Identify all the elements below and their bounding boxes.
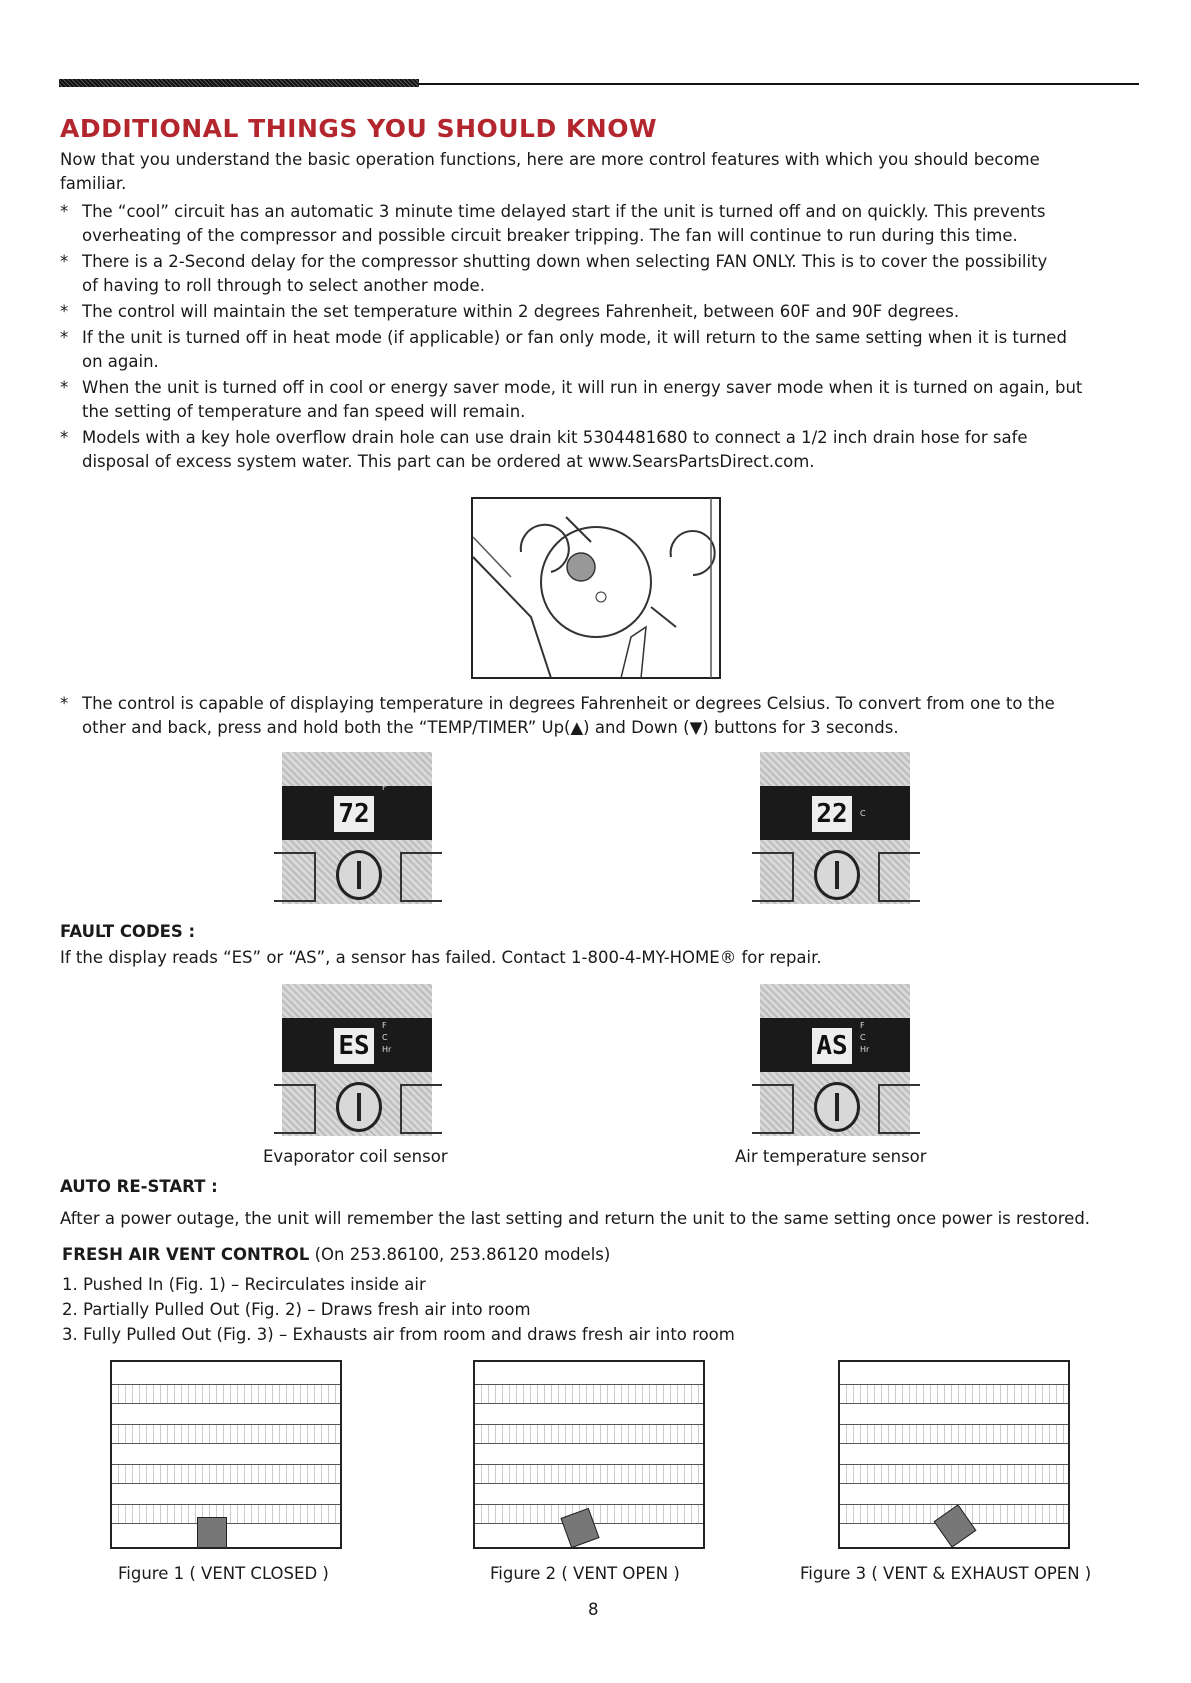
vent-slat — [840, 1424, 1068, 1444]
bullet-star: * — [60, 302, 69, 321]
vent-title-note: (On 253.86100, 253.86120 models) — [314, 1245, 611, 1264]
bullet-6 — [60, 426, 1028, 474]
display-reading: AS — [812, 1028, 852, 1064]
caption-evaporator: Evaporator coil sensor — [263, 1147, 448, 1166]
vent-slat — [112, 1384, 340, 1404]
bullet-4 — [60, 326, 1067, 374]
left-button — [274, 852, 316, 902]
bullet-3 — [60, 300, 960, 324]
figure-2-caption: Figure 2 ( VENT OPEN ) — [490, 1564, 680, 1583]
bullet-2 — [60, 250, 1048, 298]
page-number: 8 — [588, 1600, 599, 1619]
intro-line-1: Now that you understand the basic operation functions, here are more control features with which you should become — [60, 150, 1040, 169]
unit-c: C — [860, 1033, 866, 1042]
figure-3-caption: Figure 3 ( VENT & EXHAUST OPEN ) — [800, 1564, 1092, 1583]
page-heading: ADDITIONAL THINGS YOU SHOULD KNOW — [60, 114, 658, 143]
right-button — [400, 1084, 442, 1134]
vent-slat — [840, 1464, 1068, 1484]
left-button — [752, 1084, 794, 1134]
bullet-star: * — [60, 378, 69, 397]
bullet-1-line-1: The “cool” circuit has an automatic 3 minute time delayed start if the unit is turned off and on quickly. This prevents — [82, 202, 1046, 221]
vent-item-2: 2. Partially Pulled Out (Fig. 2) – Draws fresh air into room — [62, 1300, 531, 1319]
vent-slat — [475, 1424, 703, 1444]
display-units — [382, 1020, 391, 1056]
intro-line-2: familiar. — [60, 174, 127, 193]
display-reading: 22 — [812, 796, 852, 832]
right-button — [400, 852, 442, 902]
caption-air-temp: Air temperature sensor — [735, 1147, 927, 1166]
display-reading: 72 — [334, 796, 374, 832]
bullet-6-line-2: disposal of excess system water. This part can be ordered at www.SearsPartsDirect.com. — [82, 452, 815, 471]
display-panel-celsius — [760, 752, 910, 904]
vent-slat — [112, 1424, 340, 1444]
display-reading: ES — [334, 1028, 374, 1064]
bullet-6-line-1: Models with a key hole overflow drain hole can use drain kit 5304481680 to connect a 1/2 inch drain hose for safe — [82, 428, 1028, 447]
bullet-convert-line-1: The control is capable of displaying temperature in degrees Fahrenheit or degrees Celsius. To convert from one to the — [82, 694, 1055, 713]
header-rule-dark — [59, 79, 419, 87]
auto-restart-text: After a power outage, the unit will remember the last setting and return the unit to the same setting once power is restored. — [60, 1209, 1091, 1228]
right-button — [878, 1084, 920, 1134]
display-unit: C — [860, 809, 866, 818]
bullet-5-line-2: the setting of temperature and fan speed will remain. — [82, 402, 526, 421]
bullet-star: * — [60, 694, 69, 713]
left-button — [752, 852, 794, 902]
power-button-icon — [814, 1082, 860, 1132]
bullet-star: * — [60, 202, 69, 221]
display-unit: F — [382, 783, 387, 792]
display-panel-fahrenheit — [282, 752, 432, 904]
left-button — [274, 1084, 316, 1134]
bullet-convert-line-2: other and back, press and hold both the “TEMP/TIMER” Up(▲) and Down (▼) buttons for 3 seconds. — [82, 718, 899, 737]
vent-slat — [475, 1464, 703, 1484]
bullet-5-line-1: When the unit is turned off in cool or energy saver mode, it will run in energy saver mode when it is turned on again, but — [82, 378, 1083, 397]
vent-heading — [62, 1243, 610, 1267]
drain-hole-illustration — [471, 497, 721, 679]
bullet-3-line-1: The control will maintain the set temperature within 2 degrees Fahrenheit, between 60F and 90F degrees. — [82, 302, 960, 321]
auto-restart-title: AUTO RE-START : — [60, 1177, 218, 1196]
bullet-2-line-1: There is a 2-Second delay for the compressor shutting down when selecting FAN ONLY. This is to cover the possibility — [82, 252, 1048, 271]
unit-hr: Hr — [382, 1045, 392, 1054]
figure-1-caption: Figure 1 ( VENT CLOSED ) — [118, 1564, 329, 1583]
vent-item-1: 1. Pushed In (Fig. 1) – Recirculates inside air — [62, 1275, 426, 1294]
bullet-5 — [60, 376, 1083, 424]
vent-slat — [475, 1384, 703, 1404]
vent-lever — [197, 1517, 227, 1549]
header-rule-line — [419, 83, 1139, 85]
bullet-2-line-2: of having to roll through to select another mode. — [82, 276, 485, 295]
vent-slat — [840, 1384, 1068, 1404]
unit-f: F — [382, 1021, 387, 1030]
power-button-icon — [336, 1082, 382, 1132]
vent-figure-2 — [473, 1360, 705, 1549]
bullet-1 — [60, 200, 1046, 248]
bullet-4-line-1: If the unit is turned off in heat mode (if applicable) or fan only mode, it will return to the same setting when it is turned — [82, 328, 1067, 347]
unit-f: F — [860, 1021, 865, 1030]
bullet-star: * — [60, 328, 69, 347]
right-button — [878, 852, 920, 902]
power-button-icon — [814, 850, 860, 900]
bullet-1-line-2: overheating of the compressor and possible circuit breaker tripping. The fan will continue to run during this time. — [82, 226, 1018, 245]
vent-title: FRESH AIR VENT CONTROL — [62, 1245, 310, 1264]
unit-c: C — [382, 1033, 388, 1042]
bullet-star: * — [60, 428, 69, 447]
display-panel-es — [282, 984, 432, 1136]
vent-figure-3 — [838, 1360, 1070, 1549]
display-panel-as — [760, 984, 910, 1136]
fault-codes-title: FAULT CODES : — [60, 922, 196, 941]
fault-codes-text: If the display reads “ES” or “AS”, a sensor has failed. Contact 1-800-4-MY-HOME® for repair. — [60, 948, 822, 967]
unit-hr: Hr — [860, 1045, 870, 1054]
display-units — [860, 1020, 869, 1056]
vent-slat — [112, 1464, 340, 1484]
power-button-icon — [336, 850, 382, 900]
vent-figure-1 — [110, 1360, 342, 1549]
bullet-convert — [60, 692, 1055, 740]
vent-item-3: 3. Fully Pulled Out (Fig. 3) – Exhausts air from room and draws fresh air into room — [62, 1325, 735, 1344]
bullet-4-line-2: on again. — [82, 352, 159, 371]
bullet-star: * — [60, 252, 69, 271]
